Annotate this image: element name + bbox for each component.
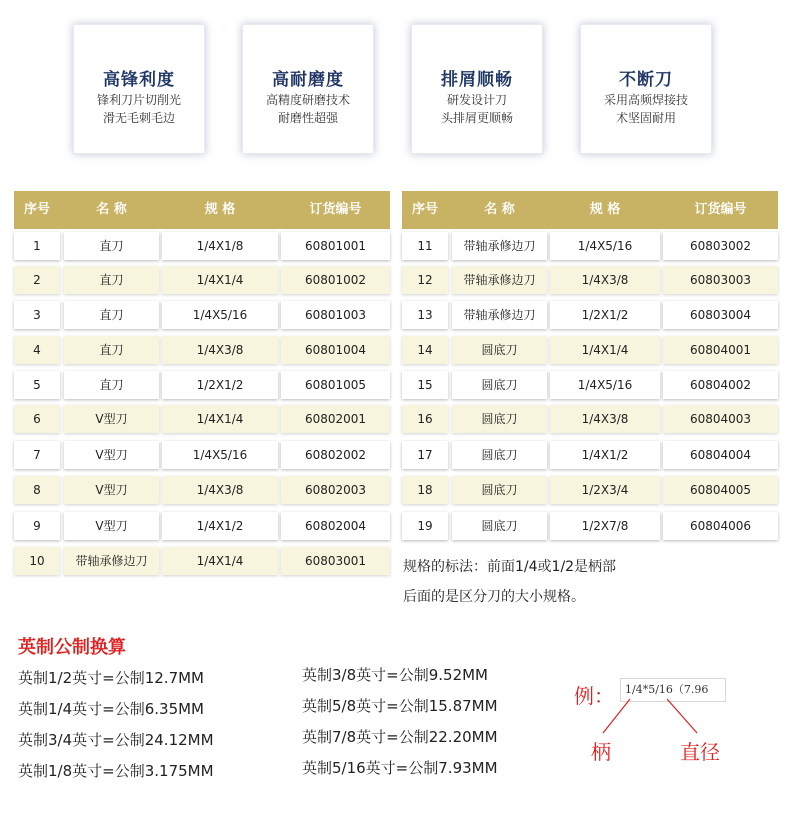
cell-name: 圆底刀 [452, 441, 547, 469]
cell-no: 2 [14, 266, 60, 294]
cell-spec: 1/4X1/4 [162, 266, 278, 294]
feature-desc-line2: 耐磨性超强 [277, 111, 338, 125]
header-no: 序号 [411, 202, 438, 217]
feature-desc-line1: 高精度研磨技术 [265, 93, 350, 107]
conversion-item: 英制5/16英寸=公制7.93MM [302, 759, 498, 777]
cell-no: 14 [402, 336, 448, 364]
cell-no: 7 [14, 441, 60, 469]
cell-code: 60804004 [663, 441, 778, 469]
feature-desc-line2: 头排屑更顺畅 [440, 111, 513, 125]
cell-no: 15 [402, 371, 448, 399]
cell-code: 60801004 [281, 336, 390, 364]
cell-spec: 1/4X3/8 [550, 405, 660, 433]
cell-no: 16 [402, 405, 448, 433]
cell-code: 60803003 [663, 266, 778, 294]
conversion-item: 英制1/2英寸=公制12.7MM [18, 669, 204, 687]
cell-name: 圆底刀 [452, 405, 547, 433]
cell-name: 带轴承修边刀 [452, 301, 547, 329]
cell-spec: 1/2X7/8 [550, 512, 660, 540]
spec-note-line1: 规格的标法：前面1/4或1/2是柄部 [403, 559, 617, 575]
cell-no: 9 [14, 512, 60, 540]
feature-title: 排屑顺畅 [441, 70, 513, 90]
cell-code: 60802001 [281, 405, 390, 433]
cell-name: V型刀 [64, 405, 159, 433]
cell-spec: 1/2X3/4 [550, 476, 660, 504]
cell-no: 8 [14, 476, 60, 504]
conversion-item: 英制1/8英寸=公制3.175MM [18, 762, 214, 780]
cell-spec: 1/4X3/8 [162, 336, 278, 364]
cell-spec: 1/4X3/8 [162, 476, 278, 504]
cell-spec: 1/4X5/16 [550, 371, 660, 399]
cell-code: 60803001 [281, 547, 390, 575]
feature-title: 高耐磨度 [272, 70, 344, 90]
cell-code: 60804003 [663, 405, 778, 433]
header-name: 名 称 [484, 202, 515, 217]
header-spec: 规 格 [589, 202, 621, 217]
diameter-label: 直径 [680, 740, 720, 764]
feature-desc-line2: 术坚固耐用 [615, 111, 676, 125]
conversion-item: 英制7/8英寸=公制22.20MM [302, 728, 498, 746]
feature-title: 不断刀 [619, 70, 673, 90]
feature-desc-line1: 采用高频焊接技 [603, 93, 688, 107]
cell-no: 5 [14, 371, 60, 399]
diameter-pointer-line [667, 699, 697, 733]
cell-code: 60802002 [281, 441, 390, 469]
cell-name: 直刀 [64, 371, 159, 399]
shank-label: 柄 [591, 740, 611, 764]
cell-spec: 1/4X1/4 [162, 547, 278, 575]
cell-name: 圆底刀 [452, 371, 547, 399]
conversion-item: 英制3/8英寸=公制9.52MM [302, 666, 488, 684]
cell-code: 60803004 [663, 301, 778, 329]
cell-spec: 1/4X1/2 [162, 512, 278, 540]
feature-desc-line2: 滑无毛刺毛边 [102, 111, 175, 125]
cell-no: 10 [14, 547, 60, 575]
conversion-item: 英制1/4英寸=公制6.35MM [18, 700, 204, 718]
cell-spec: 1/4X5/16 [550, 232, 660, 260]
example-label: 例： [574, 684, 614, 708]
cell-code: 60804001 [663, 336, 778, 364]
cell-spec: 1/4X1/4 [162, 405, 278, 433]
cell-spec: 1/4X5/16 [162, 441, 278, 469]
cell-no: 11 [402, 232, 448, 260]
cell-no: 19 [402, 512, 448, 540]
header-code: 订货编号 [694, 202, 747, 217]
cell-code: 60803002 [663, 232, 778, 260]
cell-spec: 1/2X1/2 [162, 371, 278, 399]
cell-name: 带轴承修边刀 [452, 266, 547, 294]
cell-no: 17 [402, 441, 448, 469]
cell-no: 12 [402, 266, 448, 294]
cell-code: 60801002 [281, 266, 390, 294]
cell-code: 60802004 [281, 512, 390, 540]
cell-code: 60804006 [663, 512, 778, 540]
cell-no: 6 [14, 405, 60, 433]
cell-name: 带轴承修边刀 [64, 547, 159, 575]
cell-name: 直刀 [64, 301, 159, 329]
shank-pointer-line [603, 699, 630, 733]
cell-code: 60804002 [663, 371, 778, 399]
cell-no: 1 [14, 232, 60, 260]
cell-name: 圆底刀 [452, 476, 547, 504]
cell-name: V型刀 [64, 441, 159, 469]
conversion-item: 英制3/4英寸=公制24.12MM [18, 731, 214, 749]
cell-code: 60802003 [281, 476, 390, 504]
cell-no: 13 [402, 301, 448, 329]
header-spec: 规 格 [204, 202, 236, 217]
header-name: 名 称 [96, 202, 127, 217]
example-spec-box: 1/4*5/16（7.96 [620, 678, 726, 702]
conversion-item: 英制5/8英寸=公制15.87MM [302, 697, 498, 715]
feature-title: 高锋利度 [103, 70, 175, 90]
cell-name: V型刀 [64, 512, 159, 540]
cell-spec: 1/4X1/8 [162, 232, 278, 260]
cell-name: 直刀 [64, 336, 159, 364]
cell-name: 直刀 [64, 266, 159, 294]
cell-code: 60804005 [663, 476, 778, 504]
cell-no: 3 [14, 301, 60, 329]
cell-spec: 1/4X1/2 [550, 441, 660, 469]
cell-spec: 1/2X1/2 [550, 301, 660, 329]
conversion-title: 英制公制换算 [18, 637, 126, 658]
cell-code: 60801005 [281, 371, 390, 399]
cell-name: 直刀 [64, 232, 159, 260]
cell-code: 60801003 [281, 301, 390, 329]
header-code: 订货编号 [309, 202, 362, 217]
spec-note-line2: 后面的是区分刀的大小规格。 [403, 589, 585, 605]
header-no: 序号 [23, 202, 50, 217]
cell-no: 18 [402, 476, 448, 504]
cell-spec: 1/4X1/4 [550, 336, 660, 364]
feature-desc-line1: 锋利刀片切削光 [96, 93, 181, 107]
feature-desc-line1: 研发设计刀 [446, 93, 507, 107]
cell-spec: 1/4X3/8 [550, 266, 660, 294]
cell-name: 带轴承修边刀 [452, 232, 547, 260]
cell-no: 4 [14, 336, 60, 364]
cell-name: 圆底刀 [452, 336, 547, 364]
cell-name: 圆底刀 [452, 512, 547, 540]
cell-code: 60801001 [281, 232, 390, 260]
cell-spec: 1/4X5/16 [162, 301, 278, 329]
cell-name: V型刀 [64, 476, 159, 504]
